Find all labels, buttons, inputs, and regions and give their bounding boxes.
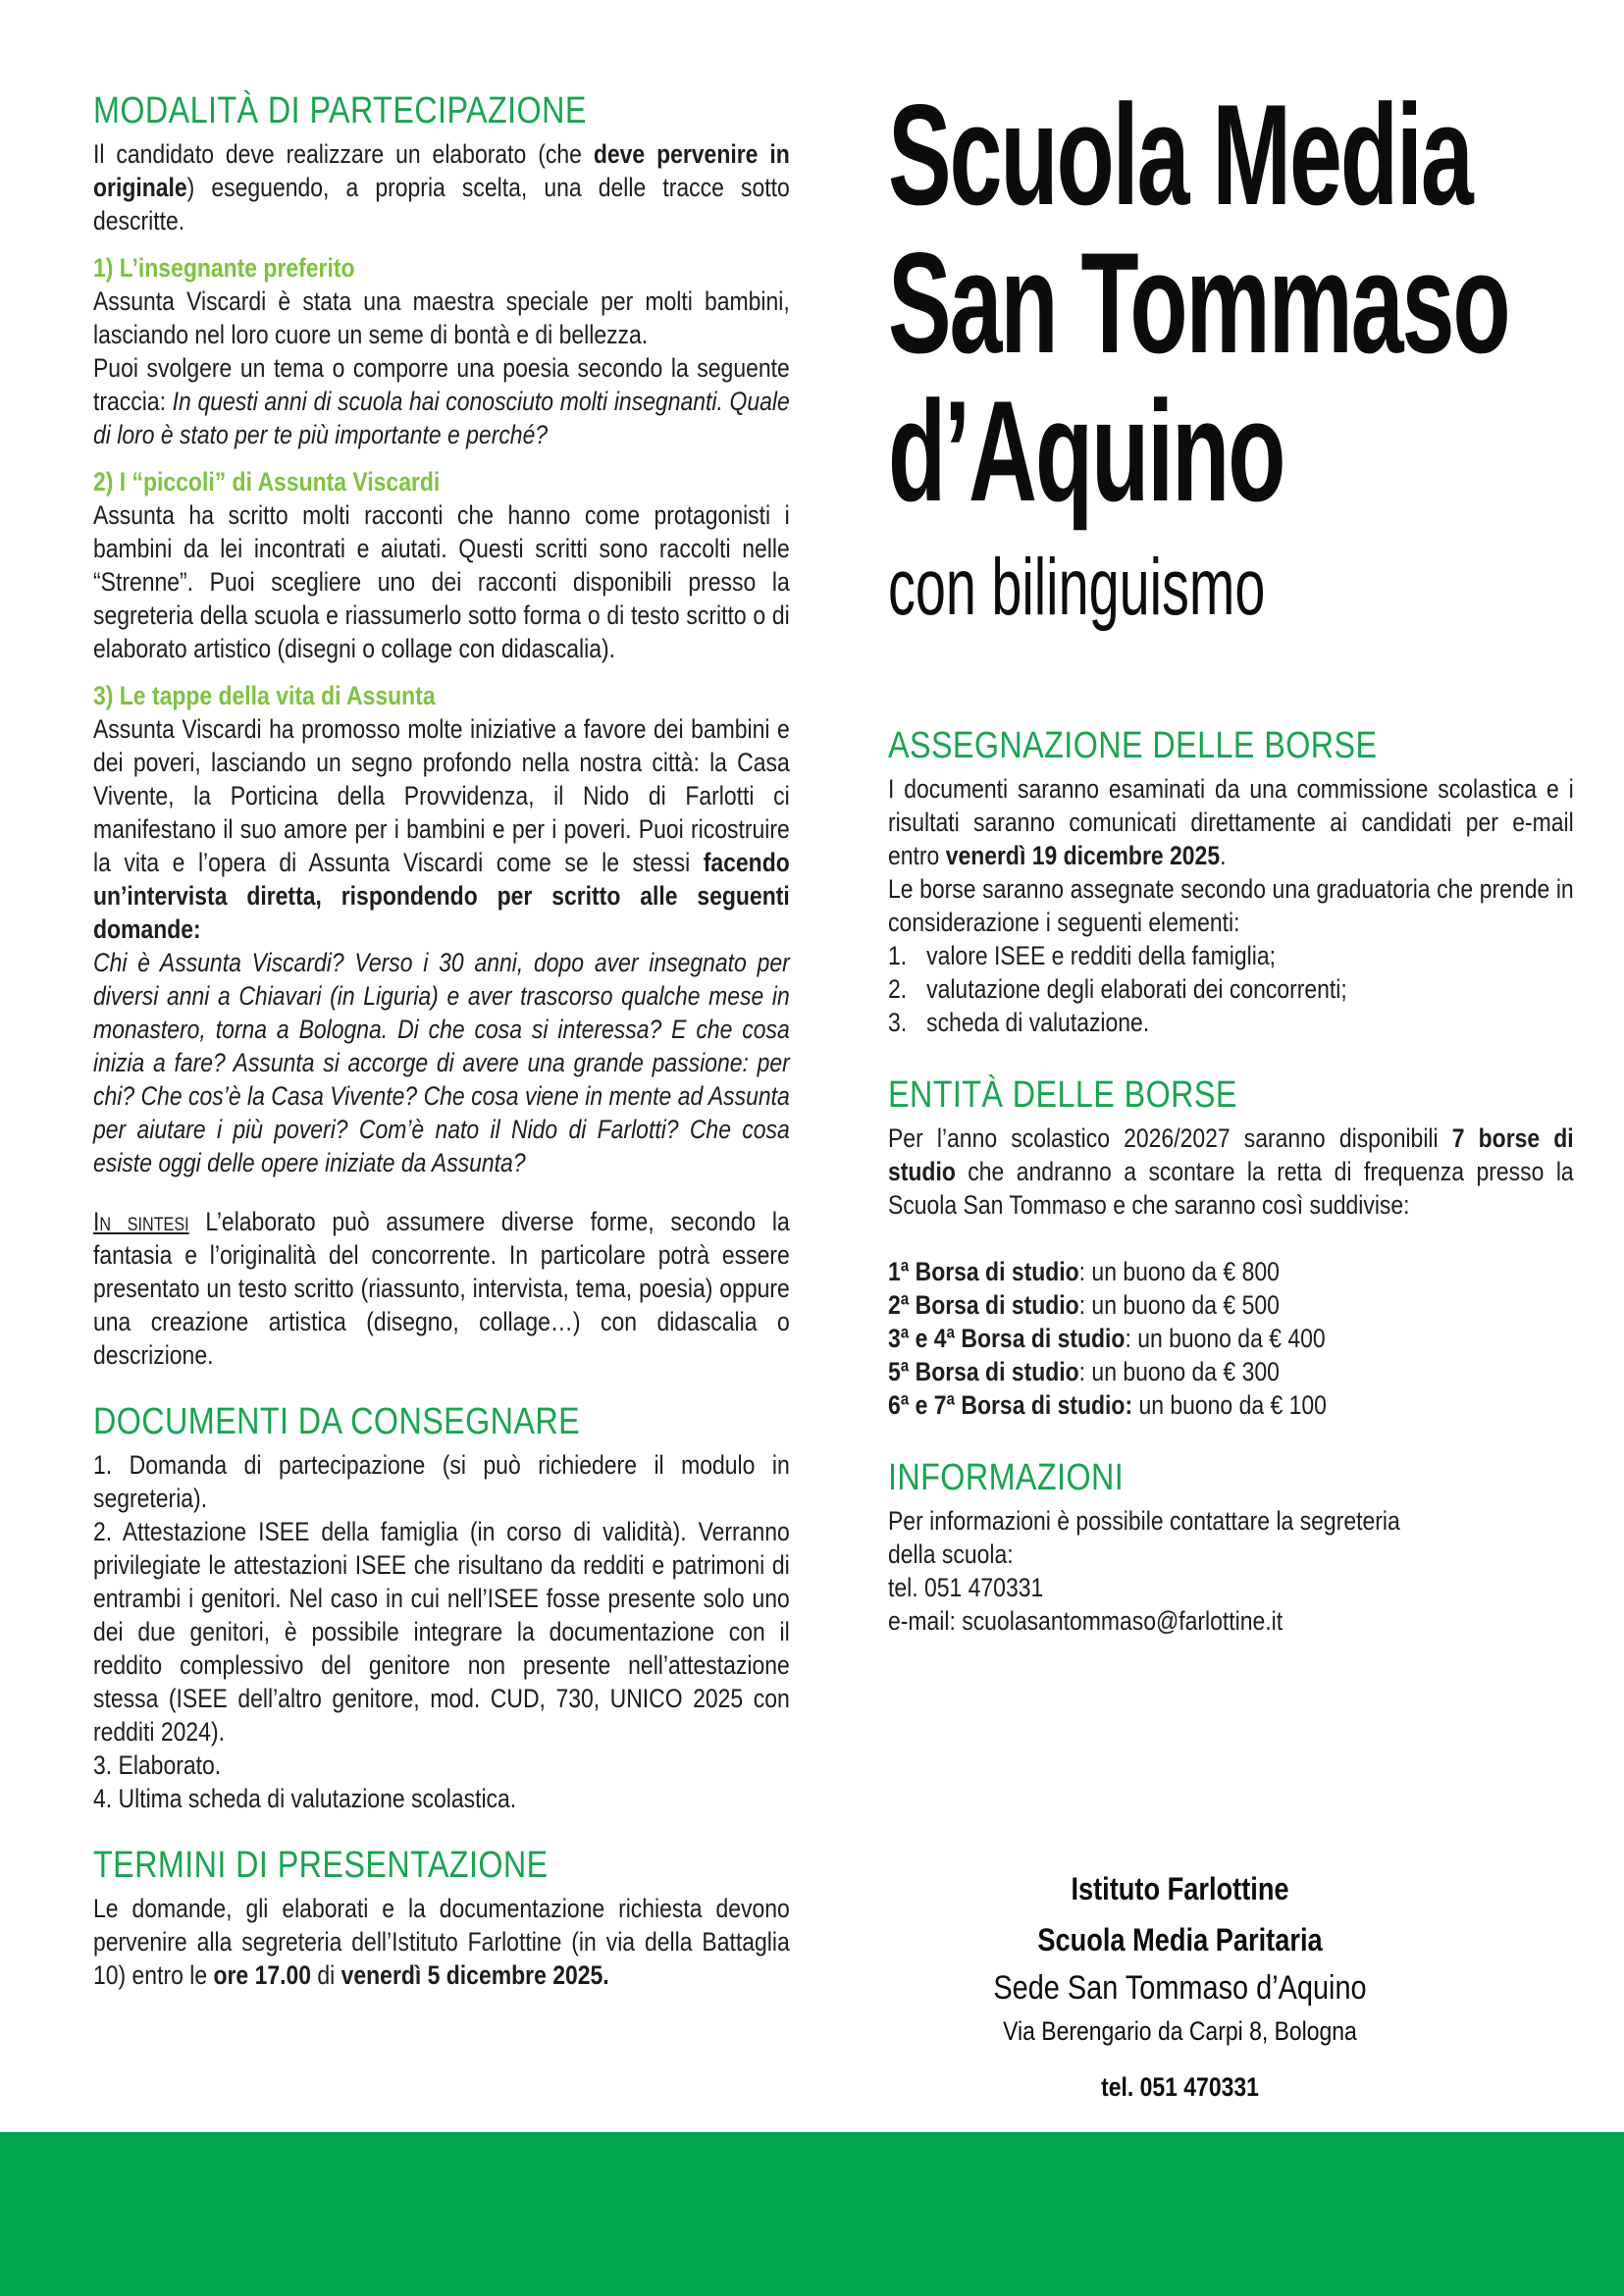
footer-campus-name: Sede San Tommaso d’Aquino <box>993 1969 1367 2007</box>
scholarship-line: 1ª Borsa di studio: un buono da € 800 <box>888 1257 1280 1286</box>
paragraph-entita: Per l’anno scolastico 2026/2027 saranno disponibili 7 borse di studio che andranno a scontare la retta di frequenza presso la Scuola San Tommaso e che saranno così suddivise: <box>888 1123 1574 1220</box>
page-title-line-2: San Tommaso <box>888 223 1509 383</box>
section-documenti <box>93 1399 790 1815</box>
page-title-line-3: d’Aquino <box>888 371 1284 531</box>
criteria-text: valore ISEE e redditi della famiglia; <box>926 941 1277 970</box>
section-heading-termini: TERMINI DI PRESENTAZIONE <box>93 1845 549 1886</box>
criteria-number: 3. <box>888 1008 908 1037</box>
criteria-item <box>888 972 1574 1006</box>
section-heading-documenti: DOCUMENTI DA CONSEGNARE <box>93 1401 581 1442</box>
info-email: e-mail: scuolasantommaso@farlottine.it <box>888 1606 1283 1636</box>
criteria-number: 2. <box>888 974 908 1004</box>
document-item: 4. Ultima scheda di valutazione scolastica. <box>93 1784 517 1813</box>
criteria-item <box>888 939 1574 972</box>
section-heading-informazioni: INFORMAZIONI <box>888 1457 1125 1498</box>
paragraph-intro: Il candidato deve realizzare un elaborato (che deve pervenire in originale) eseguendo, a propria scelta, una delle tracce sotto descritte. <box>93 139 790 235</box>
scholarship-line: 2ª Borsa di studio: un buono da € 500 <box>888 1290 1280 1320</box>
section-assegnazione <box>888 723 1574 1039</box>
document-item: 1. Domanda di partecipazione (si può richiedere il modulo in segreteria). <box>93 1450 790 1513</box>
footer-street-address: Via Berengario da Carpi 8, Bologna <box>1003 2016 1357 2046</box>
page-title-line-1: Scuola Media <box>888 75 1472 235</box>
paragraph-in-sintesi: In sintesi L’elaborato può assumere diverse forme, secondo la fantasia e l’originalità del concorrente. In particolare potrà essere presentato un testo scritto (riassunto, intervista, tema, poesia) oppure una creazione artistica (disegno, collage…) con didascalia o descrizione. <box>93 1207 790 1370</box>
scholarship-line: 6ª e 7ª Borsa di studio: un buono da € 100 <box>888 1390 1327 1420</box>
section-termini <box>93 1843 790 1992</box>
track-1-paragraph-1: Assunta Viscardi è stata una maestra speciale per molti bambini, lasciando nel loro cuore un seme di bontà e di bellezza. <box>93 287 790 349</box>
footer-address-block <box>888 1862 1472 2104</box>
bottom-green-bar <box>0 2132 1624 2296</box>
track-3-heading: 3) Le tappe della vita di Assunta <box>93 681 436 710</box>
section-modalita <box>93 88 790 1372</box>
masthead <box>888 75 1574 633</box>
track-2-paragraph-1: Assunta ha scritto molti racconti che hanno come protagonisti i bambini da lei incontrati e aiutati. Questi scritti sono raccolti nelle “Strenne”. Puoi scegliere uno dei racconti disponibili presso la segreteria della scuola e riassumerlo sotto forma o di testo scritto o di elaborato artistico (disegni o collage con didascalia). <box>93 500 790 663</box>
scholarship-line: 3ª e 4ª Borsa di studio: un buono da € 400 <box>888 1324 1326 1353</box>
paragraph-assegnazione-1: I documenti saranno esaminati da una commissione scolastica e i risultati saranno comunicati direttamente ai candidati per e-mail entro venerdì 19 dicembre 2025. <box>888 774 1574 870</box>
criteria-text: scheda di valutazione. <box>926 1008 1150 1037</box>
scholarship-line: 5ª Borsa di studio: un buono da € 300 <box>888 1357 1280 1386</box>
track-3-paragraph-questions: Chi è Assunta Viscardi? Verso i 30 anni, dopo aver insegnato per diversi anni a Chiavari (in Liguria) e aver trascorso qualche mese in monastero, torna a Bologna. Di che cosa si interessa? E che cosa inizia a fare? Assunta si accorge di avere una grande passione: per chi? Che cos’è la Casa Vivente? Che cosa viene in mente ad Assunta per aiutare i più poveri? Com’è nato il Nido di Farlotti? Che cosa esiste oggi delle opere iniziate da Assunta? <box>93 948 790 1177</box>
paragraph-termini: Le domande, gli elaborati e la documentazione richiesta devono pervenire alla segreteria dell’Istituto Farlottine (in via della Battaglia 10) entro le ore 17.00 di venerdì 5 dicembre 2025. <box>93 1894 790 1990</box>
right-column <box>888 67 1574 1638</box>
info-phone: tel. 051 470331 <box>888 1573 1044 1602</box>
criteria-number: 1. <box>888 941 908 970</box>
section-entita <box>888 1072 1574 1422</box>
section-heading-modalita: MODALITÀ DI PARTECIPAZIONE <box>93 90 587 131</box>
info-line: Per informazioni è possibile contattare la segreteria <box>888 1506 1400 1536</box>
section-heading-entita: ENTITÀ DELLE BORSE <box>888 1074 1237 1116</box>
criteria-item <box>888 1006 1574 1039</box>
footer-phone: tel. 051 470331 <box>1101 2072 1259 2102</box>
section-informazioni <box>888 1455 1574 1638</box>
left-column <box>93 88 790 1992</box>
scholarship-list <box>888 1255 1574 1422</box>
footer-school-type: Scuola Media Paritaria <box>1037 1922 1323 1957</box>
criteria-text: valutazione degli elaborati dei concorrenti; <box>926 974 1347 1004</box>
section-heading-assegnazione: ASSEGNAZIONE DELLE BORSE <box>888 725 1378 766</box>
info-line: della scuola: <box>888 1539 1014 1569</box>
footer-institute-name: Istituto Farlottine <box>1071 1871 1289 1906</box>
page-subtitle: con bilinguismo <box>888 543 1266 632</box>
document-item: 3. Elaborato. <box>93 1750 222 1780</box>
document-item: 2. Attestazione ISEE della famiglia (in corso di validità). Verranno privilegiate le attestazioni ISEE che risultano da redditi e patrimoni di entrambi i genitori. Nel caso in cui nell’ISEE fosse presente solo uno dei due genitori, è possibile integrare la documentazione con il reddito complessivo del genitore non presente nell’attestazione stessa (ISEE dell’altro genitore, mod. CUD, 730, UNICO 2025 con redditi 2024). <box>93 1517 790 1747</box>
track-3-paragraph-1: Assunta Viscardi ha promosso molte iniziative a favore dei bambini e dei poveri, lasciando un segno profondo nella nostra città: la Casa Vivente, la Porticina della Provvidenza, il Nido di Farlotti ci manifestano il suo amore per i bambini e per i poveri. Puoi ricostruire la vita e l’opera di Assunta Viscardi come se le stessi facendo un’intervista diretta, rispondendo per scritto alle seguenti domande: <box>93 714 790 944</box>
track-1-paragraph-2: Puoi svolgere un tema o comporre una poesia secondo la seguente traccia: In questi anni di scuola hai conosciuto molti insegnanti. Quale di loro è stato per te più importante e perché? <box>93 353 790 449</box>
track-2-heading: 2) I “piccoli” di Assunta Viscardi <box>93 467 441 496</box>
paragraph-assegnazione-2: Le borse saranno assegnate secondo una graduatoria che prende in considerazione i seguenti elementi: <box>888 874 1574 937</box>
track-1-heading: 1) L’insegnante preferito <box>93 253 355 283</box>
